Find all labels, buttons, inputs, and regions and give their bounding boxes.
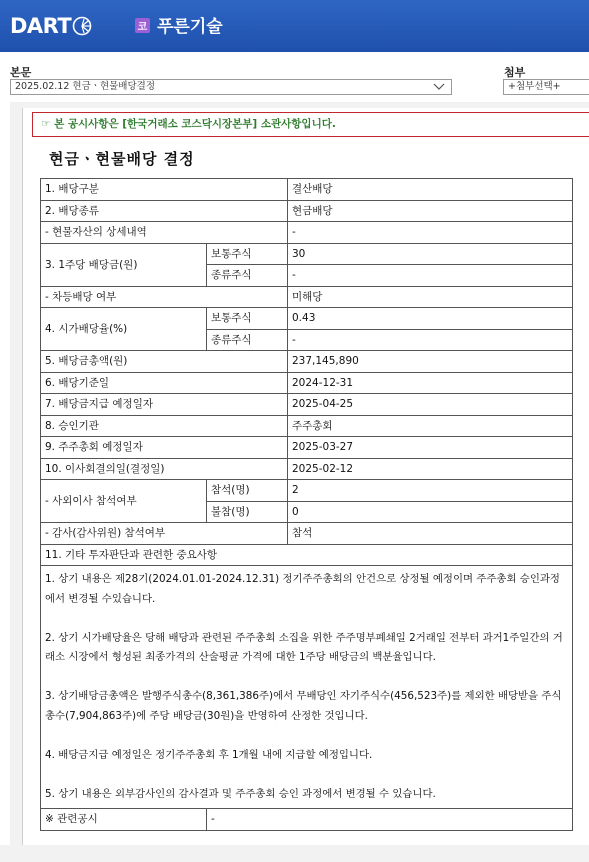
table-row: [41, 243, 573, 265]
row-value: 2025-03-27: [288, 437, 573, 459]
table-row: [41, 222, 573, 244]
row-label: 1. 배당구분: [41, 179, 288, 201]
table-row: [41, 523, 573, 545]
row-label: - 현물자산의 상세내역: [41, 222, 288, 244]
other-matters-paragraph: 1. 상기 내용은 제28기(2024.01.01-2024.12.31) 정기주주총회의 안건으로 상정될 예정이며 주주총회 승인과정에서 변경될 수있습니다.: [45, 573, 560, 605]
table-row: [41, 458, 573, 480]
logo-text: DART: [10, 14, 72, 38]
row-value: 0: [288, 501, 573, 523]
disclosure-table: [40, 178, 573, 831]
row-label: 2. 배당종류: [41, 200, 288, 222]
other-matters-paragraph: 2. 상기 시가배당율은 당해 배당과 관련된 주주총회 소집을 위한 주주명부폐쇄일 2거래일 전부터 과거1주일간의 거래소 시장에서 형성된 최종가격의 산술평균 가격에 대한 1주당 배당금의 백분율입니다.: [45, 631, 563, 663]
company-name[interactable]: 푸른기술: [157, 17, 223, 37]
row-sublabel: 종류주식: [207, 329, 288, 351]
row-label: 5. 배당금총액(원): [41, 351, 288, 373]
attach-label: 첨부: [504, 66, 526, 79]
attach-select-value: +첨부선택+: [508, 81, 561, 92]
row-value: 2025-04-25: [288, 394, 573, 416]
table-row: [41, 415, 573, 437]
row-label: 4. 시가배당율(%): [41, 308, 207, 351]
table-row: [41, 372, 573, 394]
company-heading: [135, 12, 223, 37]
table-row: [41, 480, 573, 502]
row-value: 현금배당: [288, 200, 573, 222]
table-row: [41, 566, 573, 809]
table-row: [41, 437, 573, 459]
jurisdiction-notice: ☞ 본 공시사항은 [한국거래소 코스닥시장본부] 소관사항입니다.: [32, 112, 589, 137]
table-row: [41, 308, 573, 330]
row-label: 6. 배당기준일: [41, 372, 288, 394]
row-sublabel: 종류주식: [207, 265, 288, 287]
table-row: [41, 394, 573, 416]
row-label: 11. 기타 투자판단과 관련한 중요사항: [41, 544, 573, 566]
row-value: -: [288, 265, 573, 287]
row-value: 2024-12-31: [288, 372, 573, 394]
other-matters-paragraph: 5. 상기 내용은 외부감사인의 감사결과 및 주주총회 승인 과정에서 변경될 수 있습니다.: [45, 787, 436, 800]
frame-bottom-margin: [0, 845, 589, 862]
row-sublabel: 보통주식: [207, 308, 288, 330]
row-value: -: [288, 222, 573, 244]
body-select-value: 2025.02.12 현금ㆍ현물배당결정: [15, 81, 156, 92]
table-row: [41, 200, 573, 222]
row-label: - 감사(감사위원) 참석여부: [41, 523, 288, 545]
table-row: [41, 809, 573, 831]
row-value: 237,145,890: [288, 351, 573, 373]
table-row: [41, 544, 573, 566]
row-label: - 사외이사 참석여부: [41, 480, 207, 523]
table-row: [41, 351, 573, 373]
chevron-down-icon: [433, 83, 445, 91]
row-sublabel: 참석(명): [207, 480, 288, 502]
row-value: 주주총회: [288, 415, 573, 437]
dart-logo[interactable]: [10, 13, 92, 39]
logo-burst-icon: [72, 16, 92, 36]
row-value: -: [288, 329, 573, 351]
table-row: [41, 179, 573, 201]
row-value: 0.43: [288, 308, 573, 330]
body-label: 본문: [10, 66, 32, 79]
attach-select[interactable]: [503, 79, 589, 95]
row-label: 7. 배당금지급 예정일자: [41, 394, 288, 416]
table-row: [41, 286, 573, 308]
row-value: 미해당: [288, 286, 573, 308]
row-value: 2025-02-12: [288, 458, 573, 480]
row-label: 10. 이사회결의일(결정일): [41, 458, 288, 480]
row-value: -: [207, 809, 573, 831]
row-value: 30: [288, 243, 573, 265]
row-label: 8. 승인기관: [41, 415, 288, 437]
row-sublabel: 보통주식: [207, 243, 288, 265]
other-matters-text: [41, 566, 573, 809]
row-sublabel: 불참(명): [207, 501, 288, 523]
row-label: ※ 관련공시: [41, 809, 207, 831]
row-value: 2: [288, 480, 573, 502]
document-page: [22, 108, 589, 862]
kosdaq-market-badge: 코: [135, 18, 150, 33]
row-label: - 차등배당 여부: [41, 286, 288, 308]
body-document-select[interactable]: [10, 79, 452, 95]
document-frame: [10, 102, 589, 862]
row-label: 9. 주주총회 예정일자: [41, 437, 288, 459]
row-value: 결산배당: [288, 179, 573, 201]
top-header: [0, 0, 589, 52]
row-value: 참석: [288, 523, 573, 545]
document-toolbar: [0, 52, 589, 102]
row-label: 3. 1주당 배당금(원): [41, 243, 207, 286]
other-matters-paragraph: 4. 배당금지급 예정일은 정기주주총회 후 1개월 내에 지급할 예정입니다.: [45, 748, 373, 761]
document-title: 현금ㆍ현물배당 결정: [49, 150, 195, 168]
other-matters-paragraph: 3. 상기배당금총액은 발행주식총수(8,361,386주)에서 무배당인 자기주식수(456,523주)를 제외한 배당받을 주식총수(7,904,863주)에 주당 배당금(30원)을 반영하여 산정한 것입니다.: [45, 690, 562, 722]
